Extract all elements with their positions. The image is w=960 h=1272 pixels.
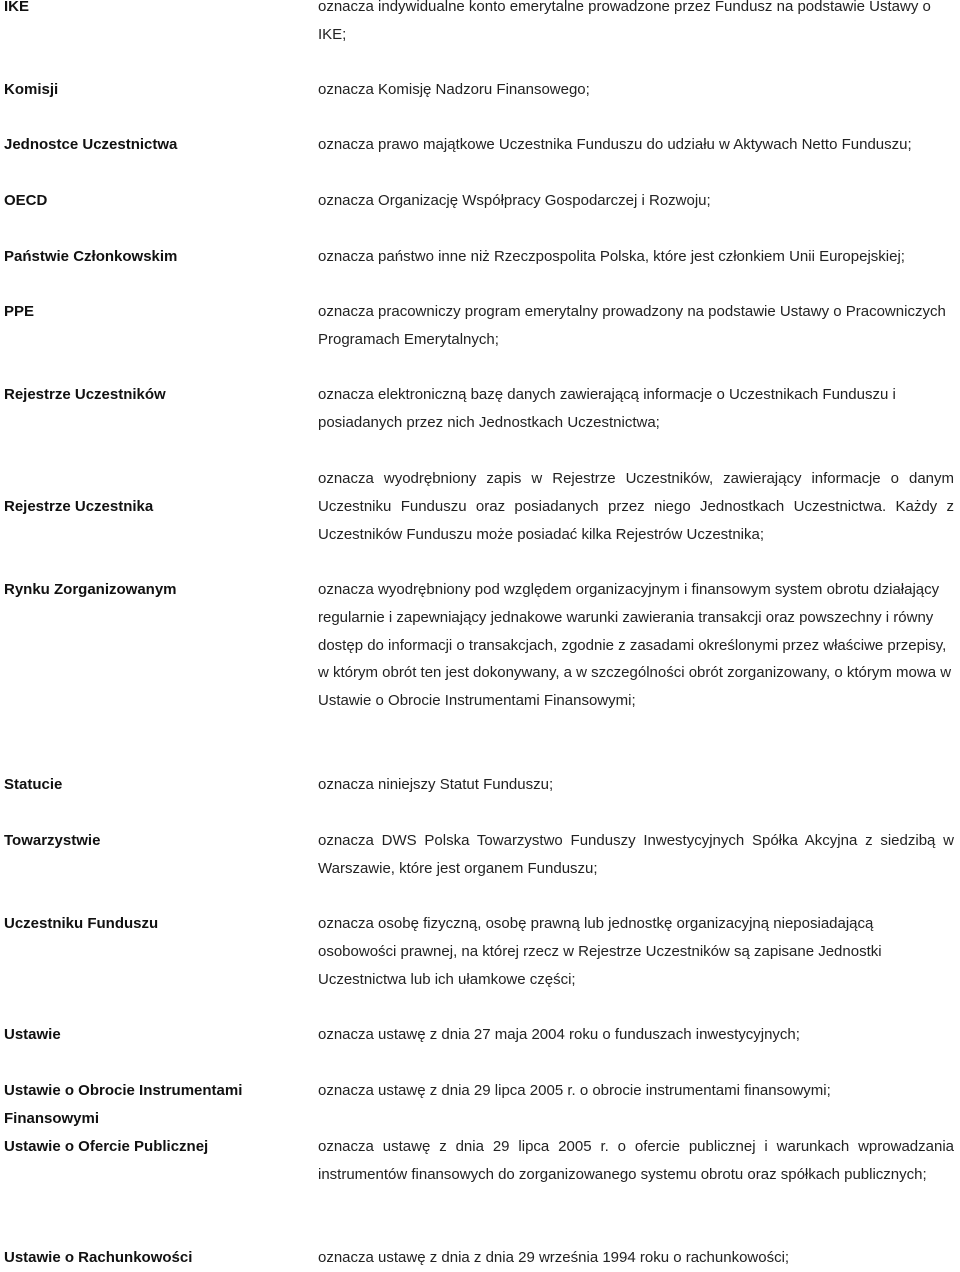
definition-term: Statucie bbox=[4, 776, 63, 793]
definition-text: oznacza Organizację Współpracy Gospodarczej i Rozwoju; bbox=[318, 192, 711, 209]
definition-text: oznacza wyodrębniony zapis w Rejestrze Uczestników, zawierający informacje o danym Uczestniku Funduszu oraz posiadanych przez niego Jednostkach Uczestnictwa. Każdy z Uczestników Funduszu może posiadać kilka Rejestrów Uczestnika; bbox=[318, 470, 954, 543]
definition-term: IKE bbox=[4, 0, 30, 15]
definition-text: oznacza prawo majątkowe Uczestnika Funduszu do udziału w Aktywach Netto Funduszu; bbox=[318, 136, 912, 153]
definition-term: Uczestniku Funduszu bbox=[4, 915, 159, 932]
definition-term: PPE bbox=[4, 303, 35, 320]
definition-term: Rynku Zorganizowanym bbox=[4, 581, 177, 598]
definition-text: oznacza osobę fizyczną, osobę prawną lub jednostkę organizacyjną nieposiadającą osobowości prawnej, na której rzecz w Rejestrze Uczestników są zapisane Jednostki Uczestnictwa lub ich ułamkowe części; bbox=[318, 915, 882, 988]
definition-text: oznacza niniejszy Statut Funduszu; bbox=[318, 776, 554, 793]
definition-text: oznacza Komisję Nadzoru Finansowego; bbox=[318, 81, 590, 98]
definition-text: oznacza ustawę z dnia 29 lipca 2005 r. o ofercie publicznej i warunkach wprowadzania instrumentów finansowych do zorganizowanego systemu obrotu oraz spółkach publicznych; bbox=[318, 1138, 954, 1183]
definition-term: OECD bbox=[4, 192, 48, 209]
definition-text: oznacza indywidualne konto emerytalne prowadzone przez Fundusz na podstawie Ustawy o IKE; bbox=[318, 0, 931, 43]
definition-term: Ustawie bbox=[4, 1026, 61, 1043]
definition-term: Państwie Członkowskim bbox=[4, 248, 178, 265]
definition-text: oznacza ustawę z dnia 29 lipca 2005 r. o obrocie instrumentami finansowymi; bbox=[318, 1082, 831, 1099]
definition-text: oznacza państwo inne niż Rzeczpospolita Polska, które jest członkiem Unii Europejskiej; bbox=[318, 248, 905, 265]
definition-term: Komisji bbox=[4, 81, 59, 98]
definition-term: Ustawie o Ofercie Publicznej bbox=[4, 1138, 209, 1155]
definition-text: oznacza wyodrębniony pod względem organizacyjnym i finansowym system obrotu działający regularnie i zapewniający jednakowe warunki zawierania transakcji oraz powszechny i równy dostęp do informacji o transakcjach, zgodnie z zasadami określonymi przez właściwe przepisy, w którym obrót ten jest dokonywany, a w szczególności obrót zorganizowany, o którym mowa w Ustawie o Obrocie Instrumentami Finansowymi; bbox=[318, 581, 952, 710]
definition-term: Towarzystwie bbox=[4, 832, 101, 849]
definition-term: Rejestrze Uczestnika bbox=[4, 498, 154, 515]
definition-term: Jednostce Uczestnictwa bbox=[4, 136, 178, 153]
definition-text: oznacza ustawę z dnia z dnia 29 września 1994 roku o rachunkowości; bbox=[318, 1249, 790, 1266]
definition-term: Rejestrze Uczestników bbox=[4, 386, 166, 403]
definition-text: oznacza ustawę z dnia 27 maja 2004 roku o funduszach inwestycyjnych; bbox=[318, 1026, 800, 1043]
definition-term: Ustawie o Obrocie Instrumentami Finansowymi bbox=[4, 1082, 243, 1127]
definition-text: oznacza DWS Polska Towarzystwo Funduszy Inwestycyjnych Spółka Akcyjna z siedzibą w Warszawie, które jest organem Funduszu; bbox=[318, 832, 954, 877]
definition-text: oznacza pracowniczy program emerytalny prowadzony na podstawie Ustawy o Pracowniczych Programach Emerytalnych; bbox=[318, 303, 946, 348]
definition-term: Ustawie o Rachunkowości bbox=[4, 1249, 193, 1266]
definition-text: oznacza elektroniczną bazę danych zawierającą informacje o Uczestnikach Funduszu i posiadanych przez nich Jednostkach Uczestnictwa; bbox=[318, 386, 896, 431]
